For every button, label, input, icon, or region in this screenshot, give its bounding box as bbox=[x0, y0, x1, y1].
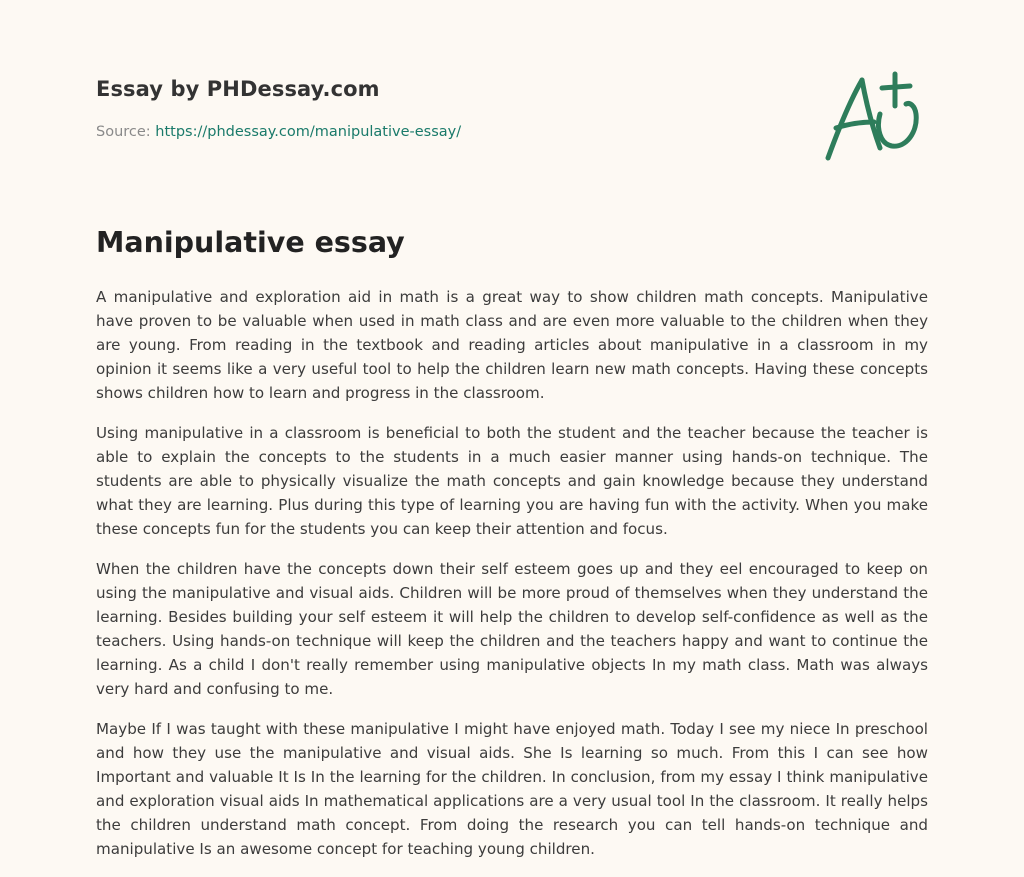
essay-body bbox=[96, 285, 928, 877]
essay-paragraph: Using manipulative in a classroom is beneficial to both the student and the teacher because the teacher is able to explain the concepts to the students in a much easier manner using hands-on technique. The students are able to physically visualize the math concepts and gain knowledge because they understand what they are learning. Plus during this type of learning you are having fun with the activity. When you make these concepts fun for the students you can keep their attention and focus. bbox=[96, 424, 928, 538]
essay-paragraph: A manipulative and exploration aid in math is a great way to show children math concepts. Manipulative have proven to be valuable when used in math class and are even more valuable to the children when they are young. From reading in the textbook and reading articles about manipulative in a classroom in my opinion it seems like a very useful tool to help the children learn new math concepts. Having these concepts shows children how to learn and progress in the classroom. bbox=[96, 288, 928, 402]
site-brand: Essay by PHDessay.com bbox=[96, 77, 380, 101]
essay-title: Manipulative essay bbox=[96, 226, 405, 259]
essay-header bbox=[96, 0, 928, 200]
source-link[interactable]: https://phdessay.com/manipulative-essay/ bbox=[155, 124, 462, 140]
essay-paragraph: When the children have the concepts down their self esteem goes up and they eel encouraged to keep on using the manipulative and visual aids. Children will be more proud of themselves when they understand the learning. Besides building your self esteem it will help the children to develop self-confidence as well as the teachers. Using hands-on technique will keep the children and the teachers happy and want to continue the learning. As a child I don't really remember using manipulative objects In my math class. Math was always very hard and confusing to me. bbox=[96, 560, 928, 698]
a-plus-logo-icon bbox=[822, 66, 926, 166]
source-label: Source: bbox=[96, 124, 156, 140]
source-line bbox=[96, 124, 461, 140]
essay-paragraph: Maybe If I was taught with these manipulative I might have enjoyed math. Today I see my niece In preschool and how they use the manipulative and visual aids. She Is learning so much. From this I can see how Important and valuable It Is In the learning for the children. In conclusion, from my essay I think manipulative and exploration visual aids In mathematical applications are a very usual tool In the classroom. It really helps the children understand math concept. From doing the research you can tell hands-on technique and manipulative Is an awesome concept for teaching young children. bbox=[96, 720, 928, 858]
